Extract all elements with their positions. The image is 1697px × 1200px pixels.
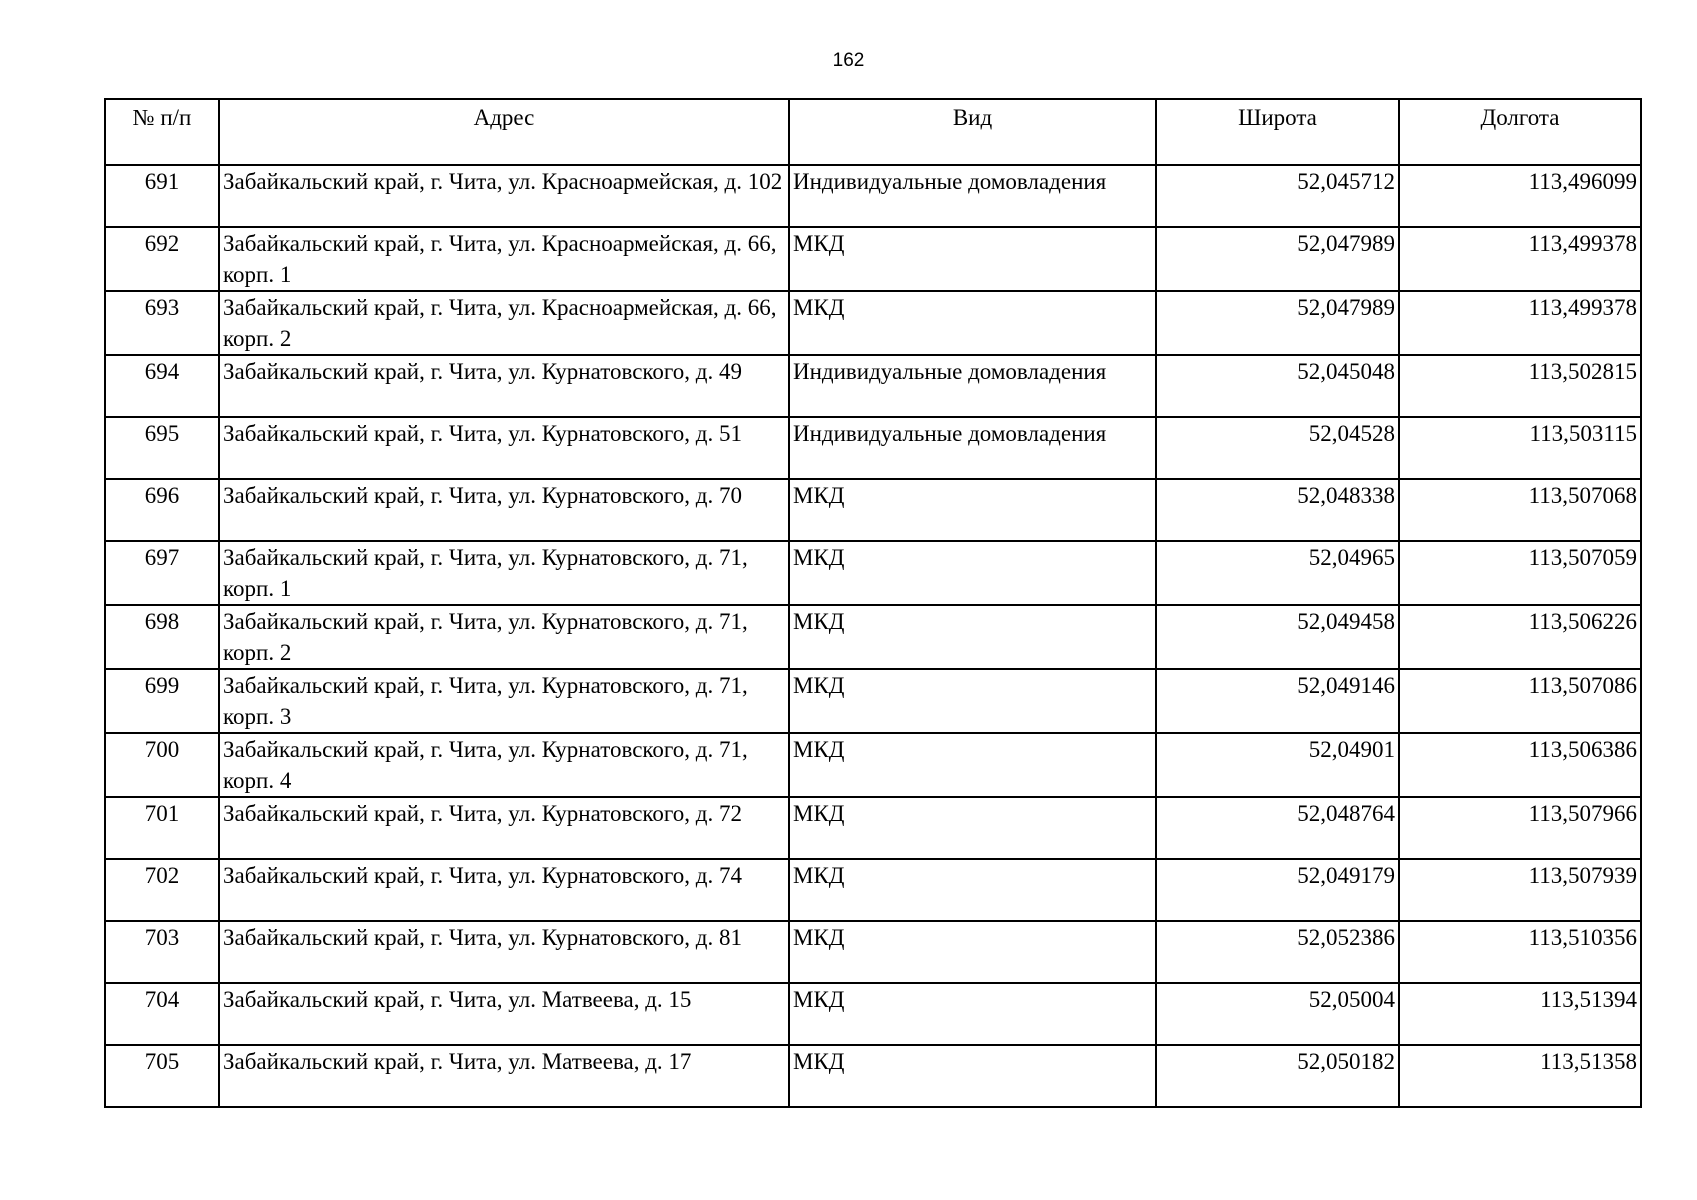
cell-latitude: 52,050182 (1156, 1045, 1399, 1107)
cell-address: Забайкальский край, г. Чита, ул. Курнатовского, д. 49 (219, 355, 789, 417)
cell-num: 698 (105, 605, 219, 669)
cell-longitude: 113,510356 (1399, 921, 1641, 983)
cell-kind: Индивидуальные домовладения (789, 417, 1156, 479)
cell-kind: МКД (789, 227, 1156, 291)
cell-longitude: 113,507059 (1399, 541, 1641, 605)
cell-latitude: 52,049146 (1156, 669, 1399, 733)
cell-longitude: 113,496099 (1399, 165, 1641, 227)
table-row (105, 479, 1641, 541)
page-number: 162 (832, 50, 865, 71)
cell-longitude: 113,503115 (1399, 417, 1641, 479)
cell-kind: МКД (789, 1045, 1156, 1107)
cell-latitude: 52,048764 (1156, 797, 1399, 859)
cell-latitude: 52,045048 (1156, 355, 1399, 417)
cell-longitude: 113,499378 (1399, 291, 1641, 355)
header-kind: Вид (789, 99, 1156, 165)
header-latitude: Широта (1156, 99, 1399, 165)
cell-kind: МКД (789, 983, 1156, 1045)
cell-kind: Индивидуальные домовладения (789, 165, 1156, 227)
cell-num: 700 (105, 733, 219, 797)
cell-latitude: 52,04965 (1156, 541, 1399, 605)
cell-kind: МКД (789, 921, 1156, 983)
cell-longitude: 113,507086 (1399, 669, 1641, 733)
cell-address: Забайкальский край, г. Чита, ул. Матвеева, д. 17 (219, 1045, 789, 1107)
cell-longitude: 113,507966 (1399, 797, 1641, 859)
cell-latitude: 52,047989 (1156, 227, 1399, 291)
cell-longitude: 113,506226 (1399, 605, 1641, 669)
cell-kind: МКД (789, 479, 1156, 541)
header-longitude: Долгота (1399, 99, 1641, 165)
cell-longitude: 113,51358 (1399, 1045, 1641, 1107)
table-header-row (105, 99, 1641, 165)
cell-address: Забайкальский край, г. Чита, ул. Курнатовского, д. 71, корп. 1 (219, 541, 789, 605)
cell-num: 693 (105, 291, 219, 355)
cell-num: 692 (105, 227, 219, 291)
cell-latitude: 52,049458 (1156, 605, 1399, 669)
table-body (105, 165, 1641, 1107)
cell-address: Забайкальский край, г. Чита, ул. Курнатовского, д. 71, корп. 4 (219, 733, 789, 797)
table-row (105, 355, 1641, 417)
cell-num: 703 (105, 921, 219, 983)
cell-longitude: 113,502815 (1399, 355, 1641, 417)
table-row (105, 291, 1641, 355)
cell-address: Забайкальский край, г. Чита, ул. Курнатовского, д. 71, корп. 3 (219, 669, 789, 733)
cell-address: Забайкальский край, г. Чита, ул. Красноармейская, д. 66, корп. 1 (219, 227, 789, 291)
cell-num: 697 (105, 541, 219, 605)
cell-address: Забайкальский край, г. Чита, ул. Матвеева, д. 15 (219, 983, 789, 1045)
cell-num: 699 (105, 669, 219, 733)
cell-longitude: 113,506386 (1399, 733, 1641, 797)
table-row (105, 165, 1641, 227)
cell-address: Забайкальский край, г. Чита, ул. Курнатовского, д. 81 (219, 921, 789, 983)
cell-num: 691 (105, 165, 219, 227)
cell-address: Забайкальский край, г. Чита, ул. Курнатовского, д. 51 (219, 417, 789, 479)
table-row (105, 983, 1641, 1045)
cell-latitude: 52,049179 (1156, 859, 1399, 921)
cell-kind: МКД (789, 797, 1156, 859)
cell-address: Забайкальский край, г. Чита, ул. Курнатовского, д. 70 (219, 479, 789, 541)
cell-longitude: 113,507939 (1399, 859, 1641, 921)
cell-address: Забайкальский край, г. Чита, ул. Курнатовского, д. 71, корп. 2 (219, 605, 789, 669)
cell-latitude: 52,04528 (1156, 417, 1399, 479)
cell-num: 702 (105, 859, 219, 921)
cell-kind: МКД (789, 859, 1156, 921)
cell-kind: МКД (789, 291, 1156, 355)
table-row (105, 797, 1641, 859)
cell-address: Забайкальский край, г. Чита, ул. Красноармейская, д. 102 (219, 165, 789, 227)
cell-latitude: 52,045712 (1156, 165, 1399, 227)
table-row (105, 921, 1641, 983)
cell-kind: Индивидуальные домовладения (789, 355, 1156, 417)
table-row (105, 541, 1641, 605)
cell-longitude: 113,51394 (1399, 983, 1641, 1045)
cell-latitude: 52,05004 (1156, 983, 1399, 1045)
header-num: № п/п (105, 99, 219, 165)
table-row (105, 1045, 1641, 1107)
cell-latitude: 52,052386 (1156, 921, 1399, 983)
table-row (105, 605, 1641, 669)
cell-num: 694 (105, 355, 219, 417)
cell-latitude: 52,04901 (1156, 733, 1399, 797)
cell-num: 701 (105, 797, 219, 859)
table-row (105, 417, 1641, 479)
cell-num: 705 (105, 1045, 219, 1107)
cell-address: Забайкальский край, г. Чита, ул. Курнатовского, д. 74 (219, 859, 789, 921)
address-table (104, 98, 1642, 1108)
table-row (105, 859, 1641, 921)
cell-num: 704 (105, 983, 219, 1045)
cell-latitude: 52,047989 (1156, 291, 1399, 355)
table-row (105, 227, 1641, 291)
cell-num: 696 (105, 479, 219, 541)
cell-longitude: 113,507068 (1399, 479, 1641, 541)
cell-num: 695 (105, 417, 219, 479)
cell-kind: МКД (789, 541, 1156, 605)
table-row (105, 669, 1641, 733)
cell-longitude: 113,499378 (1399, 227, 1641, 291)
cell-kind: МКД (789, 733, 1156, 797)
cell-address: Забайкальский край, г. Чита, ул. Красноармейская, д. 66, корп. 2 (219, 291, 789, 355)
cell-latitude: 52,048338 (1156, 479, 1399, 541)
cell-address: Забайкальский край, г. Чита, ул. Курнатовского, д. 72 (219, 797, 789, 859)
table-row (105, 733, 1641, 797)
header-address: Адрес (219, 99, 789, 165)
cell-kind: МКД (789, 669, 1156, 733)
cell-kind: МКД (789, 605, 1156, 669)
